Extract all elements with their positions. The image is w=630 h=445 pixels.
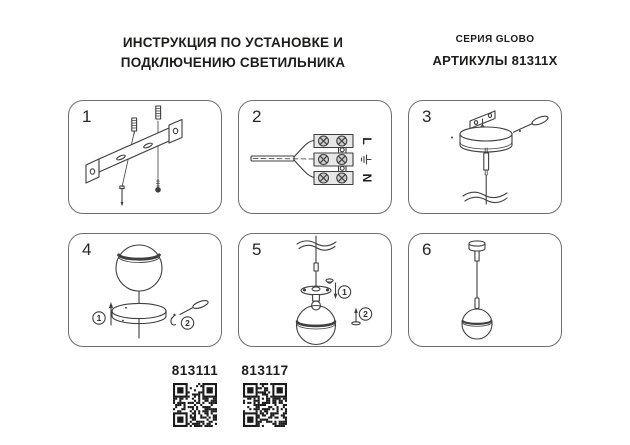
cable-connector (314, 263, 318, 271)
terminal-block (314, 135, 353, 185)
qr-label: 813117 (241, 363, 289, 378)
step-panel-6 (408, 233, 562, 347)
step-panel-5 (238, 233, 392, 347)
articles-label: АРТИКУЛЫ 81311X (432, 53, 558, 68)
series-label: СЕРИЯ GLOBO (455, 34, 535, 45)
qr-code-svg (173, 383, 217, 427)
wire-labels (360, 137, 374, 182)
step2-annotation (181, 317, 193, 329)
step-panel-2 (238, 100, 392, 214)
arrow-down-icon (334, 294, 338, 299)
cable-grip (475, 298, 479, 309)
screw-dot-left (451, 137, 453, 139)
svg-text:2: 2 (363, 309, 368, 319)
dowel-icon (132, 106, 161, 134)
globe-shade (297, 306, 336, 345)
step-panel-4 (68, 233, 222, 347)
svg-text:1: 1 (342, 287, 347, 297)
page-title-line2: ПОДКЛЮЧЕНИЮ СВЕТИЛЬНИКА (120, 55, 346, 70)
wiring-diagram (239, 101, 393, 215)
assembled-pendant-drawing (409, 234, 563, 348)
canopy (469, 241, 485, 261)
panel-number: 6 (422, 240, 432, 259)
supply-cable (251, 156, 314, 161)
qr-block-813111 (163, 363, 227, 432)
mounting-bracket (86, 120, 182, 184)
qr-code-svg (243, 383, 287, 427)
grub-screw-icon (171, 314, 176, 325)
panel-number: 1 (82, 107, 92, 126)
qr-modules (243, 383, 287, 427)
ground-icon (362, 155, 372, 164)
canopy-mounting-drawing (409, 101, 563, 215)
panel-number: 4 (82, 240, 92, 259)
screwdriver-icon (180, 299, 209, 315)
mounting-bracket-drawing (69, 101, 223, 215)
series-block (423, 34, 567, 68)
page-title (112, 33, 354, 73)
svg-text:1: 1 (96, 313, 102, 323)
panel-number: 3 (422, 107, 432, 126)
qr-label: 813111 (171, 363, 219, 378)
panel-number: 2 (252, 107, 262, 126)
arrow-up-icon (109, 302, 113, 308)
qr-modules (173, 383, 217, 427)
screwdriver-icon (514, 114, 550, 132)
step-panel-3 (408, 100, 562, 214)
svg-text:2: 2 (185, 318, 190, 328)
page-title-line1: ИНСТРУКЦИЯ ПО УСТАНОВКЕ И (122, 35, 344, 50)
canopy (460, 127, 512, 152)
globe-shade (462, 309, 492, 339)
step-panel-1 (68, 100, 222, 214)
globe-attachment-drawing (239, 234, 393, 348)
screw-icon (120, 179, 161, 207)
ceiling-flange (301, 286, 331, 301)
screw-dot-right (519, 130, 521, 132)
step2-annotation (352, 308, 372, 325)
panel-number: 5 (252, 240, 262, 259)
ceiling-cut-wave (463, 192, 507, 202)
globe-ring-drawing (69, 234, 223, 348)
neutral-label: N (360, 173, 374, 183)
step1-annotation (93, 302, 113, 325)
line-label: L (360, 137, 374, 145)
arrow-up-icon (354, 308, 358, 314)
qr-block-813117 (233, 363, 297, 432)
globe-shade (116, 245, 162, 291)
